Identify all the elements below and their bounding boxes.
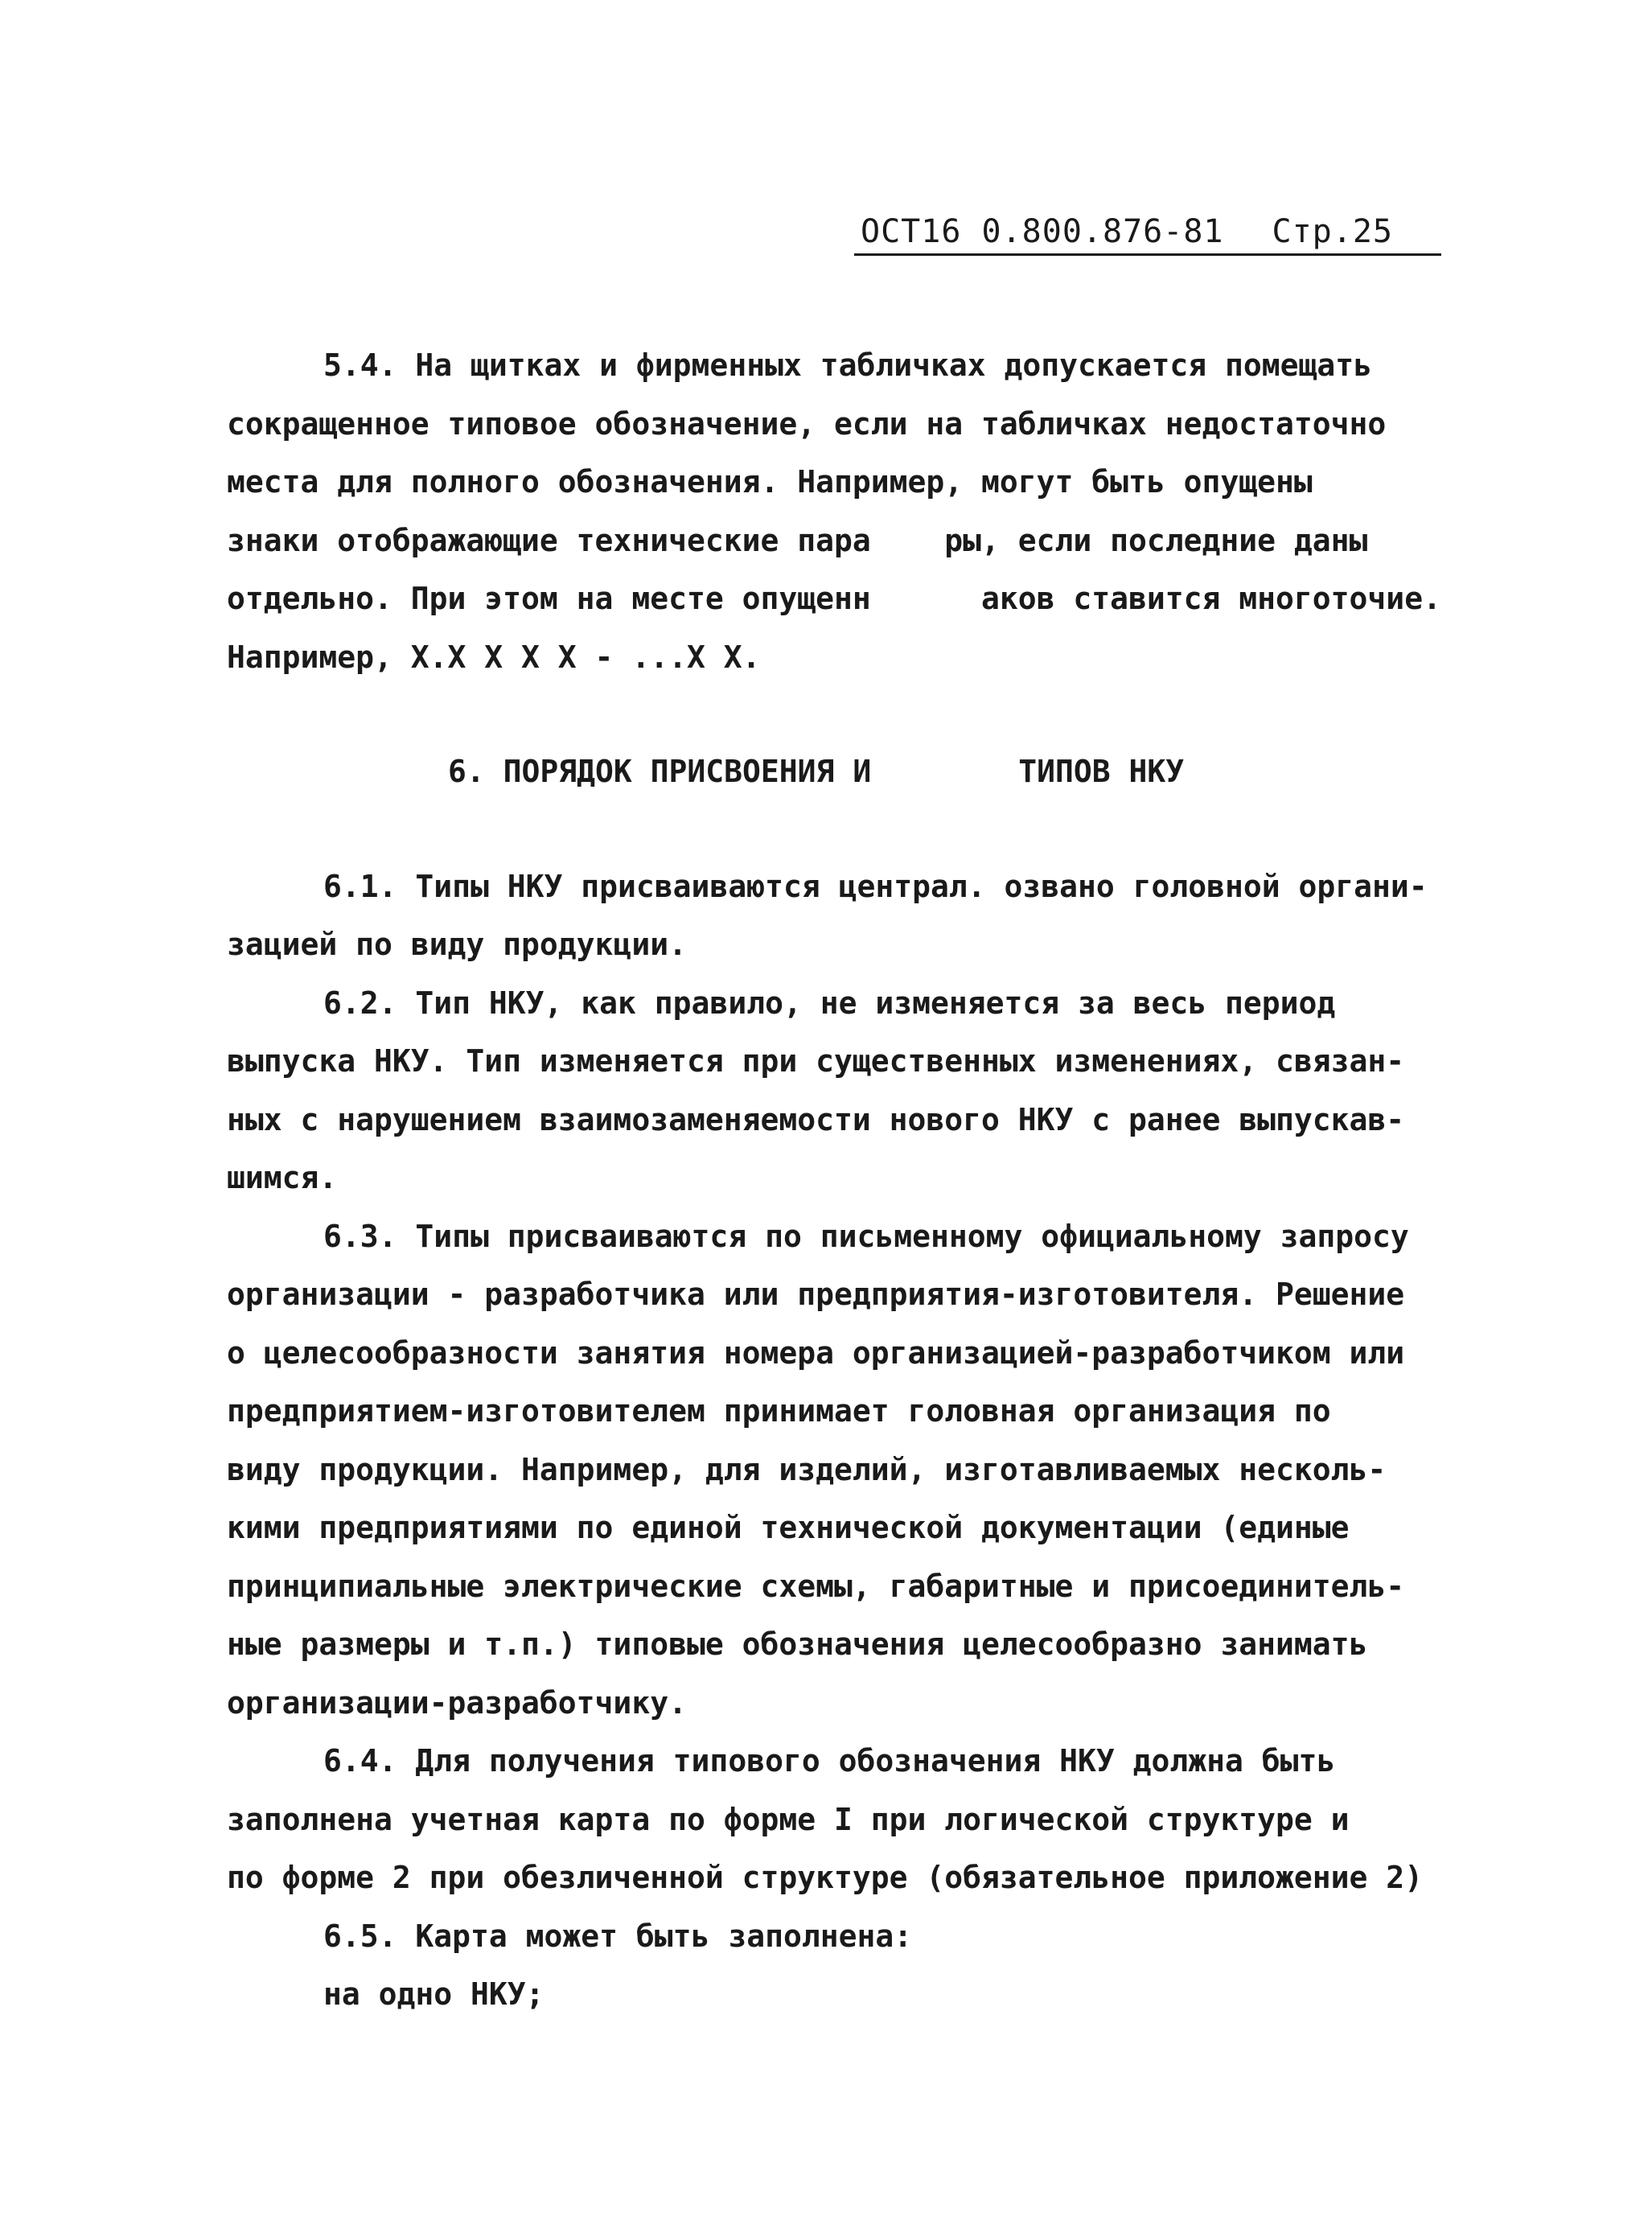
paragraph-line: шимся. bbox=[227, 1160, 338, 1195]
paragraph-line: 6.2. Тип НКУ, как правило, не изменяется за весь период bbox=[323, 985, 1336, 1021]
paragraph-line: заполнена учетная карта по форме I при логической структуре и bbox=[227, 1801, 1350, 1837]
document-body bbox=[227, 336, 1441, 2024]
paragraph-line: ные размеры и т.п.) типовые обозначения целесообразно занимать bbox=[227, 1626, 1368, 1662]
paragraph-line: 6.1. Типы НКУ присваиваются централ. озвано головной органи- bbox=[323, 868, 1428, 904]
paragraph-line: организации - разработчика или предприятия-изготовителя. Решение bbox=[227, 1277, 1405, 1312]
paragraph-line: организации-разработчику. bbox=[227, 1684, 687, 1721]
section-5-4 bbox=[227, 336, 1441, 686]
paragraph-line: знаки отображающие технические пара ры, если последние даны bbox=[227, 522, 1368, 558]
paragraph-line: ных с нарушением взаимозаменяемости нового НКУ с ранее выпускав- bbox=[227, 1101, 1405, 1137]
paragraph-line: предприятием-изготовителем принимает головная организация по bbox=[227, 1393, 1331, 1429]
paragraph-line: места для полного обозначения. Например, могут быть опущены bbox=[227, 464, 1313, 500]
paragraph-line: кими предприятиями по единой технической документации (единые bbox=[227, 1510, 1350, 1545]
paragraph-line: Например, Х.Х Х Х Х - ...Х Х. bbox=[227, 639, 761, 675]
paragraph-line: отдельно. При этом на месте опущенн аков ставится многоточие. bbox=[227, 581, 1441, 616]
paragraph-line: 6.4. Для получения типового обозначения НКУ должна быть bbox=[323, 1743, 1336, 1779]
paragraph-line: сокращенное типовое обозначение, если на табличках недостаточно bbox=[227, 405, 1387, 442]
section-6-2 bbox=[227, 974, 1417, 1207]
paragraph-line: 5.4. На щитках и фирменных табличках допускается помещать bbox=[323, 347, 1373, 383]
paragraph-line: виду продукции. Например, для изделий, изготавливаемых несколь- bbox=[227, 1451, 1387, 1487]
paragraph-line: по форме 2 при обезличенной структуре (обязательное приложение 2) bbox=[227, 1860, 1424, 1895]
page-header bbox=[854, 208, 1441, 256]
paragraph-line: 6.5. Карта может быть заполнена: bbox=[323, 1918, 913, 1954]
section-6-4 bbox=[227, 1732, 1424, 1907]
document-code: ОСТ16 0.800.876-81 bbox=[861, 213, 1224, 250]
paragraph-line: 6.3. Типы присваиваются по письменному официальному запросу bbox=[323, 1218, 1409, 1254]
section-6-3 bbox=[227, 1207, 1417, 1733]
paragraph-line: принципиальные электрические схемы, габаритные и присоединитель- bbox=[227, 1568, 1405, 1604]
page-number: Стр.25 bbox=[1272, 213, 1393, 250]
section-heading: 6. ПОРЯДОК ПРИСВОЕНИЯ И ТИПОВ НКУ bbox=[448, 754, 1185, 789]
section-6-5 bbox=[227, 1907, 1417, 2024]
section-6-1 bbox=[227, 857, 1428, 974]
paragraph-line: о целесообразности занятия номера организацией-разработчиком или bbox=[227, 1334, 1405, 1371]
paragraph-line: зацией по виду продукции. bbox=[227, 927, 687, 962]
paragraph-line: выпуска НКУ. Тип изменяется при существенных изменениях, связан- bbox=[227, 1043, 1405, 1079]
paragraph-line: на одно НКУ; bbox=[323, 1976, 545, 2012]
